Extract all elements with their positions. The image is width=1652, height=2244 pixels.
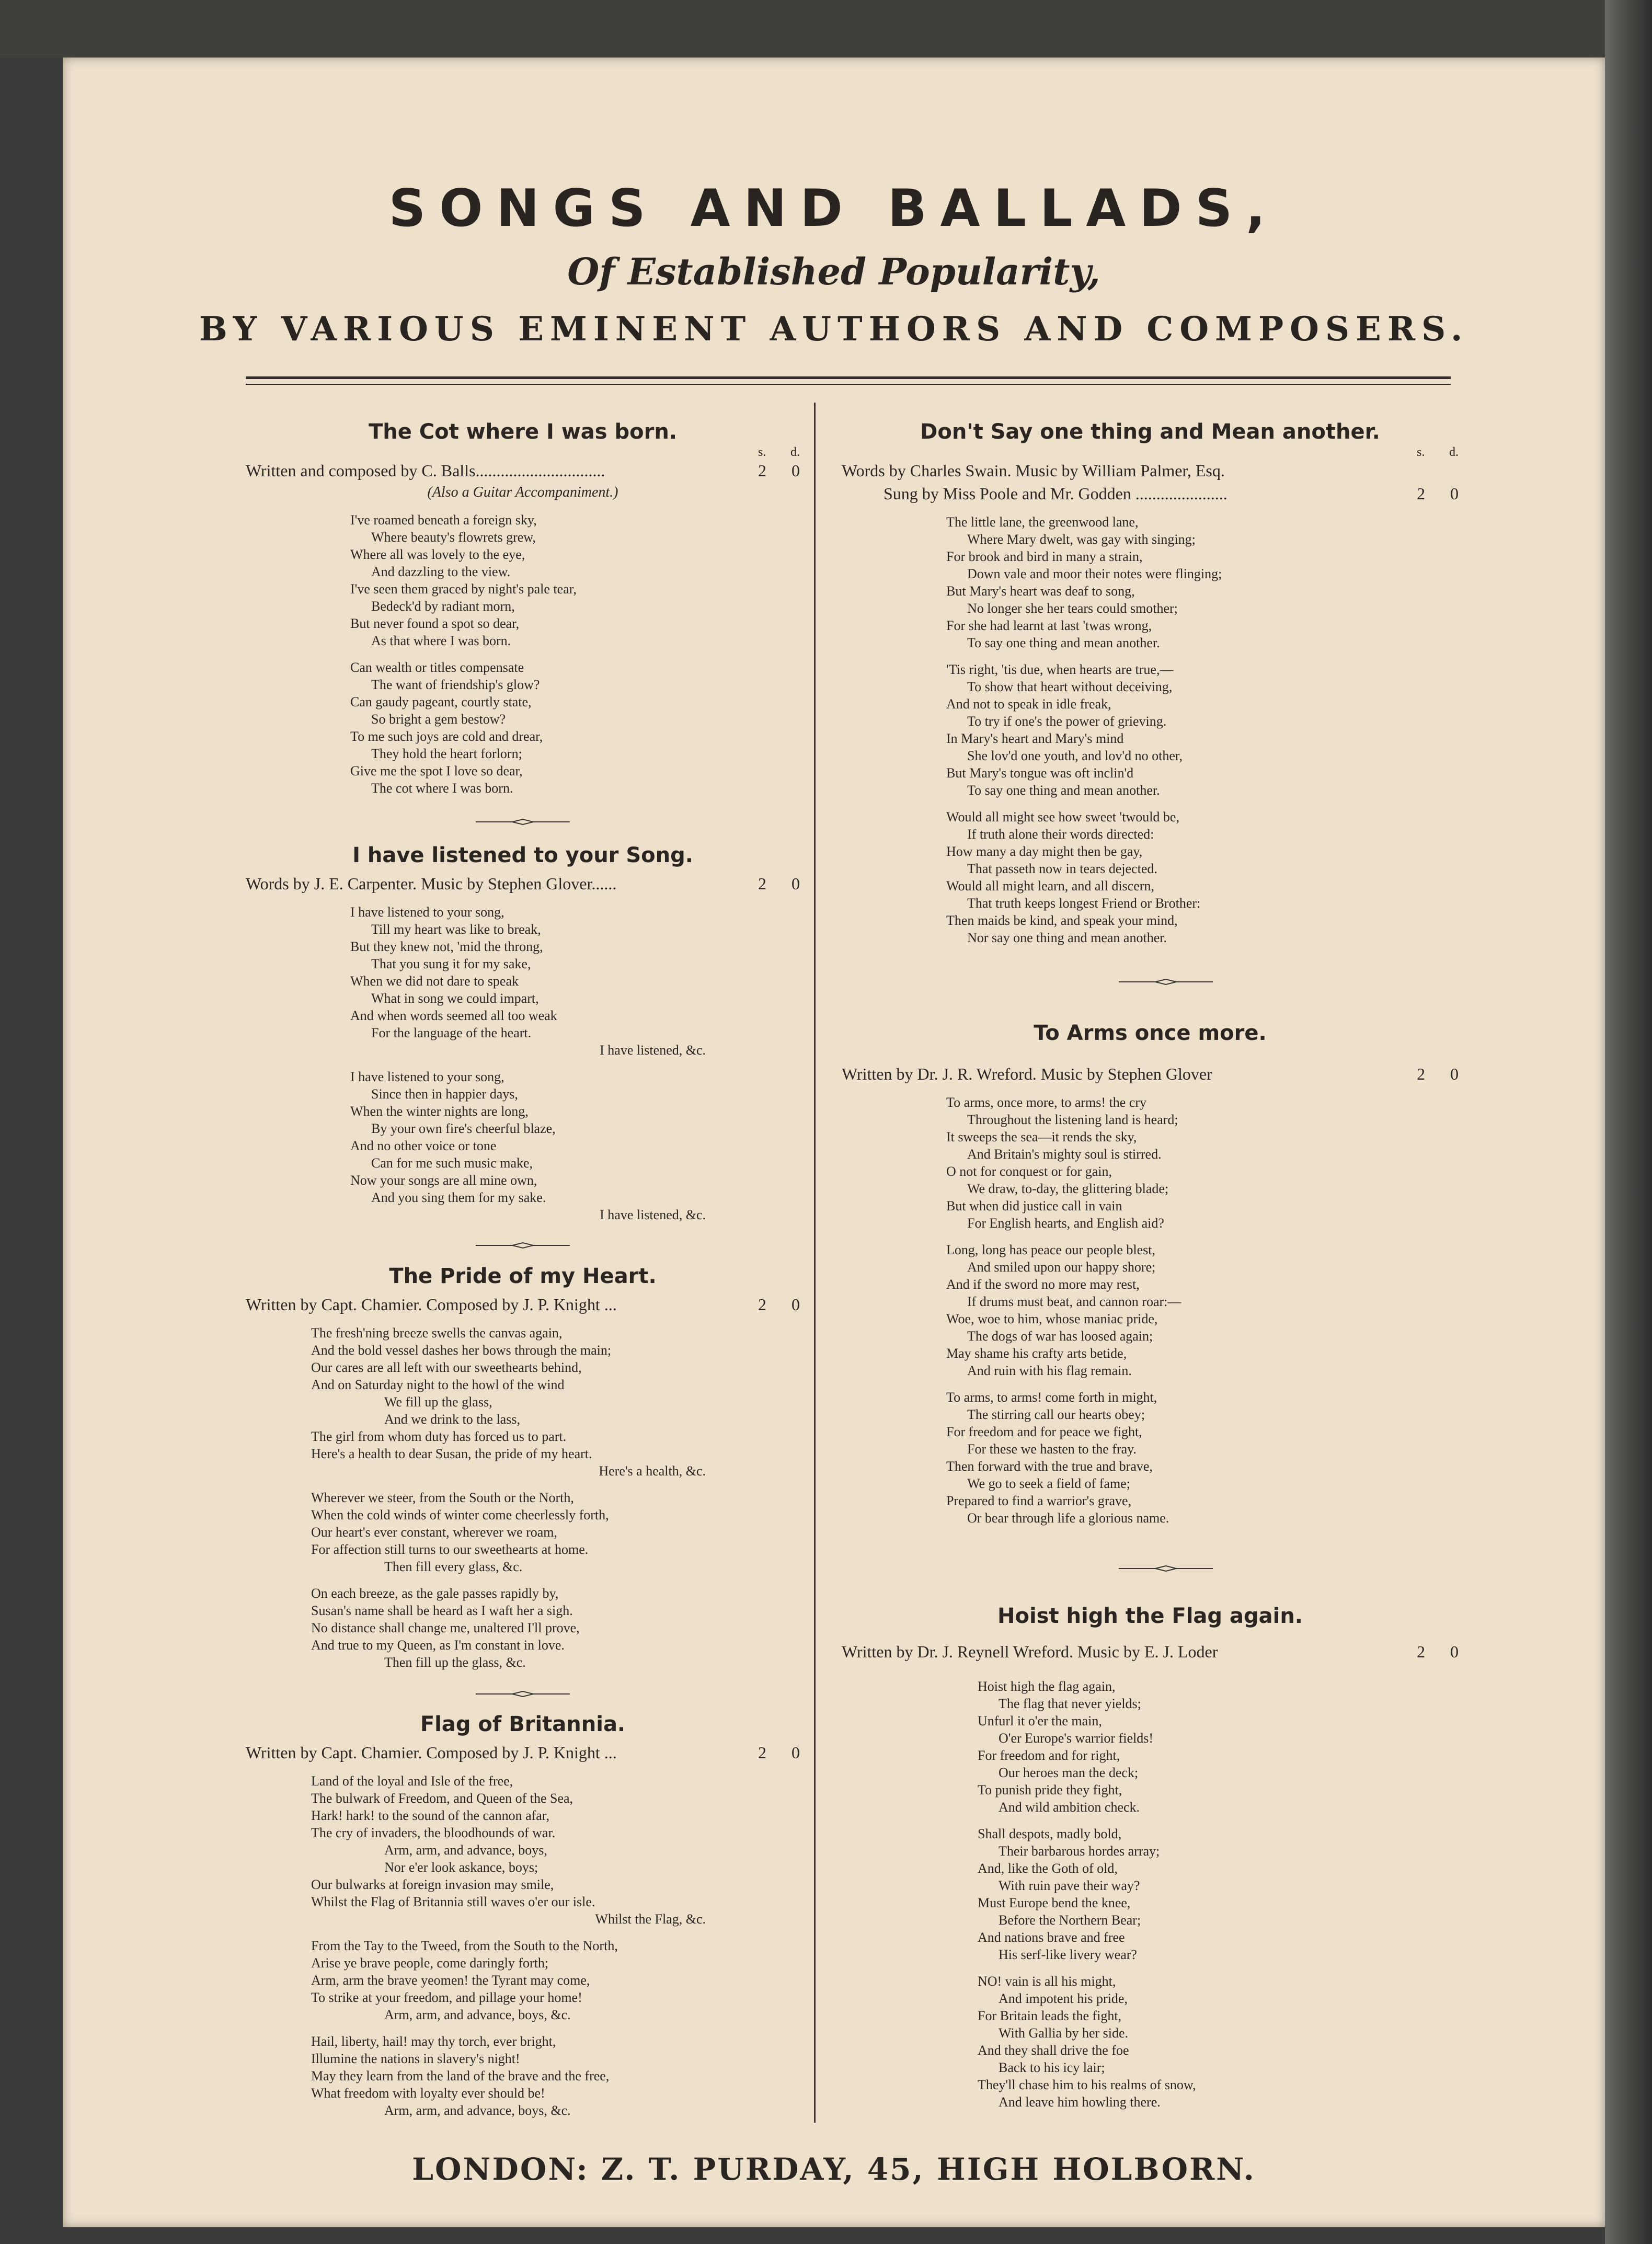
verse-line: I've seen them graced by night's pale tear, xyxy=(350,581,577,597)
verse-line: We draw, to-day, the glittering blade; xyxy=(967,1181,1169,1196)
song-credit xyxy=(246,459,800,482)
verse xyxy=(946,1241,1459,1379)
credit-text: Sung by Miss Poole and Mr. Godden ...................... xyxy=(884,484,1227,503)
verse-line: She lov'd one youth, and lov'd no other, xyxy=(967,748,1183,763)
verse xyxy=(350,511,800,649)
verse-line: Land of the loyal and Isle of the free, xyxy=(311,1773,513,1789)
song xyxy=(246,418,800,806)
verse-line: What in song we could impart, xyxy=(371,991,539,1006)
verse-line: So bright a gem bestow? xyxy=(371,712,506,727)
song-verses xyxy=(842,513,1459,946)
verse xyxy=(978,1825,1459,1963)
verse-line: Now your songs are all mine own, xyxy=(350,1173,537,1188)
verse-line: To strike at your freedom, and pillage your home! xyxy=(311,1990,582,2005)
verse-refrain: I have listened, &c. xyxy=(600,1207,706,1222)
verse-line: And on Saturday night to the howl of the wind xyxy=(311,1377,565,1392)
printed-sheet xyxy=(63,58,1605,2227)
song xyxy=(246,1711,800,2128)
verse-line: If truth alone their words directed: xyxy=(967,827,1154,842)
verse-line: Throughout the listening land is heard; xyxy=(967,1112,1178,1127)
verse-line: That truth keeps longest Friend or Brother: xyxy=(967,896,1201,911)
verse-line: Wherever we steer, from the South or the North, xyxy=(311,1490,574,1505)
song-price xyxy=(758,459,800,482)
song-credit xyxy=(246,1293,800,1316)
verse xyxy=(311,1937,800,2023)
verse-line: And when words seemed all too weak xyxy=(350,1008,557,1023)
verse-line: Would all might learn, and all discern, xyxy=(946,878,1154,894)
pence-label: d. xyxy=(1449,445,1459,459)
verse-line: To arms, once more, to arms! the cry xyxy=(946,1095,1146,1110)
verse-line: And no other voice or tone xyxy=(350,1138,497,1153)
verse-line: And the bold vessel dashes her bows through the main; xyxy=(311,1343,612,1358)
verse-line: No distance shall change me, unaltered I'll prove, xyxy=(311,1620,580,1635)
verse-line: When the cold winds of winter come cheerlessly forth, xyxy=(311,1507,609,1522)
verse-line: With Gallia by her side. xyxy=(999,2025,1129,2041)
verse-line: To show that heart without deceiving, xyxy=(967,679,1173,694)
verse xyxy=(946,513,1459,651)
verse-line: Whilst the Flag of Britannia still waves o'er our isle. xyxy=(311,1894,595,1909)
verse-line: Our heart's ever constant, wherever we roam, xyxy=(311,1525,558,1540)
verse-line: Give me the spot I love so dear, xyxy=(350,763,523,778)
verse-line: For she had learnt at last 'twas wrong, xyxy=(946,618,1152,633)
song-credit-line2 xyxy=(842,482,1459,505)
verse-line: And leave him howling there. xyxy=(999,2094,1161,2110)
verse-line: His serf-like livery wear? xyxy=(999,1947,1137,1962)
verse xyxy=(350,659,800,797)
verse xyxy=(946,1094,1459,1232)
verse-line: Here's a health to dear Susan, the pride of my heart. xyxy=(311,1446,592,1461)
verse-line: Down vale and moor their notes were flinging; xyxy=(967,566,1222,581)
verse-line: And impotent his pride, xyxy=(999,1991,1128,2006)
verse-line: If drums must beat, and cannon roar:— xyxy=(967,1294,1181,1309)
price-shillings: 2 xyxy=(758,874,766,893)
verse-line: Our heroes man the deck; xyxy=(999,1765,1139,1780)
verse-refrain: Whilst the Flag, &c. xyxy=(595,1911,706,1927)
verse xyxy=(311,1585,800,1671)
verse-line: And smiled upon our happy shore; xyxy=(967,1260,1156,1275)
verse-line: Bedeck'd by radiant morn, xyxy=(371,599,515,614)
verse-line: The stirring call our hearts obey; xyxy=(967,1407,1145,1422)
verse-line: But never found a spot so dear, xyxy=(350,616,520,631)
song-verses xyxy=(246,903,800,1223)
column-divider xyxy=(814,403,816,2123)
verse-line: Long, long has peace our people blest, xyxy=(946,1242,1155,1257)
pence-label: d. xyxy=(790,445,800,459)
verse-refrain: Arm, arm, and advance, boys, &c. xyxy=(384,2103,571,2118)
page-byline: BY VARIOUS EMINENT AUTHORS AND COMPOSERS. xyxy=(199,310,1469,349)
verse-line: By your own fire's cheerful blaze, xyxy=(371,1121,556,1136)
shillings-label: s. xyxy=(1417,445,1425,459)
publisher-imprint: LONDON: Z. T. PURDAY, 45, HIGH HOLBORN. xyxy=(412,2151,1256,2187)
song xyxy=(842,418,1459,956)
verse-line: Can for me such music make, xyxy=(371,1155,533,1171)
price-pence: 0 xyxy=(791,1295,800,1314)
song-verses xyxy=(842,1678,1459,2111)
verse-line: And they shall drive the foe xyxy=(978,2043,1129,2058)
verse-line: Back to his icy lair; xyxy=(999,2060,1105,2075)
verse-refrain: Arm, arm, and advance, boys, &c. xyxy=(384,2007,571,2022)
verse-line: To try if one's the power of grieving. xyxy=(967,714,1167,729)
song-verses xyxy=(842,1094,1459,1527)
price-shillings: 2 xyxy=(1417,484,1425,503)
verse-line: For these we hasten to the fray. xyxy=(967,1441,1137,1457)
scan-background-edge xyxy=(1605,0,1652,2244)
verse-line: The bulwark of Freedom, and Queen of the Sea, xyxy=(311,1791,573,1806)
verse-line: Woe, woe to him, whose maniac pride, xyxy=(946,1311,1158,1326)
verse-refrain: Then fill every glass, &c. xyxy=(384,1559,523,1574)
verse-line: Nor say one thing and mean another. xyxy=(967,930,1167,945)
verse-line: O'er Europe's warrior fields! xyxy=(999,1731,1153,1746)
verse xyxy=(311,1772,800,1928)
verse xyxy=(311,1324,800,1480)
song-credit xyxy=(246,1741,800,1764)
song-credit xyxy=(842,1062,1459,1085)
verse-line: May shame his crafty arts betide, xyxy=(946,1346,1127,1361)
verse-line: The want of friendship's glow? xyxy=(371,677,540,692)
verse-line: To me such joys are cold and drear, xyxy=(350,729,543,744)
price-shillings: 2 xyxy=(1417,1064,1425,1083)
verse-line: To say one thing and mean another. xyxy=(967,783,1160,798)
price-shillings: 2 xyxy=(758,1743,766,1762)
verse-line: Their barbarous hordes array; xyxy=(999,1844,1160,1859)
verse-line: And wild ambition check. xyxy=(999,1800,1140,1815)
verse-line: And you sing them for my sake. xyxy=(371,1190,546,1205)
song xyxy=(842,1020,1459,1536)
song-verses xyxy=(246,1324,800,1671)
song xyxy=(246,1263,800,1680)
verse-line: Susan's name shall be heard as I waft her a sigh. xyxy=(311,1603,573,1618)
song-title: The Cot where I was born. xyxy=(368,420,678,444)
verse-line: Before the Northern Bear; xyxy=(999,1913,1141,1928)
verse-refrain: Here's a health, &c. xyxy=(599,1463,706,1479)
verse-line: We fill up the glass, xyxy=(384,1394,492,1410)
shillings-label: s. xyxy=(758,445,766,459)
verse xyxy=(350,1068,800,1223)
verse-line: That you sung it for my sake, xyxy=(371,956,531,971)
credit-text: Written by Capt. Chamier. Composed by J. P. Knight ... xyxy=(246,1743,617,1762)
verse-line: Our bulwarks at foreign invasion may smile, xyxy=(311,1877,554,1892)
verse-line: When we did not dare to speak xyxy=(350,974,519,989)
verse-line: To arms, to arms! come forth in might, xyxy=(946,1390,1157,1405)
verse-line: And nations brave and free xyxy=(978,1930,1125,1945)
song-verses xyxy=(246,511,800,797)
song-price xyxy=(1417,482,1459,505)
verse-line: Prepared to find a warrior's grave, xyxy=(946,1493,1132,1508)
verse-line: For Britain leads the fight, xyxy=(978,2008,1122,2023)
page-subtitle: Of Established Popularity, xyxy=(567,250,1100,293)
verse-line: Can gaudy pageant, courtly state, xyxy=(350,694,532,709)
verse-line: Arm, arm, and advance, boys, xyxy=(384,1842,547,1858)
verse-line: O not for conquest or for gain, xyxy=(946,1164,1112,1179)
verse xyxy=(350,903,800,1059)
verse-line: I've roamed beneath a foreign sky, xyxy=(350,512,537,528)
price-shillings: 2 xyxy=(758,461,766,480)
verse-line: But Mary's tongue was oft inclin'd xyxy=(946,765,1134,781)
verse-line: For English hearts, and English aid? xyxy=(967,1216,1164,1231)
verse-line: Where Mary dwelt, was gay with singing; xyxy=(967,532,1196,547)
verse xyxy=(311,1489,800,1575)
verse-line: Then maids be kind, and speak your mind, xyxy=(946,913,1178,928)
verse-line: As that where I was born. xyxy=(371,633,511,648)
verse xyxy=(946,1389,1459,1527)
verse xyxy=(978,1678,1459,1816)
song-price xyxy=(1417,1640,1459,1663)
price-units xyxy=(842,445,1459,459)
verse-line: It sweeps the sea—it rends the sky, xyxy=(946,1129,1137,1144)
verse-line: I have listened to your song, xyxy=(350,1069,504,1084)
price-pence: 0 xyxy=(791,874,800,893)
verse xyxy=(946,661,1459,799)
verse-line: And not to speak in idle freak, xyxy=(946,696,1111,712)
song-title: Don't Say one thing and Mean another. xyxy=(920,420,1380,444)
price-shillings: 2 xyxy=(758,1295,766,1314)
ornament-divider xyxy=(476,817,570,827)
verse-line: That passeth now in tears dejected. xyxy=(967,861,1157,876)
verse-line: When the winter nights are long, xyxy=(350,1104,529,1119)
price-pence: 0 xyxy=(791,1743,800,1762)
song-title: Hoist high the Flag again. xyxy=(997,1604,1303,1628)
verse-line: Since then in happier days, xyxy=(371,1086,518,1102)
credit-text: Written by Dr. J. R. Wreford. Music by Stephen Glover xyxy=(842,1064,1212,1083)
verse-refrain: Then fill up the glass, &c. xyxy=(384,1655,526,1670)
verse-line: For the language of the heart. xyxy=(371,1025,532,1040)
price-pence: 0 xyxy=(791,461,800,480)
verse-line: The flag that never yields; xyxy=(999,1696,1141,1711)
verse-line: Arm, arm the brave yeomen! the Tyrant may come, xyxy=(311,1973,590,1988)
verse-line: And Britain's mighty soul is stirred. xyxy=(967,1147,1162,1162)
price-pence: 0 xyxy=(1450,484,1459,503)
credit-text: Written by Dr. J. Reynell Wreford. Music by E. J. Loder xyxy=(842,1642,1218,1661)
verse-line: Arise ye brave people, come daringly forth; xyxy=(311,1955,549,1971)
header-rule-thick xyxy=(246,376,1451,379)
page-title: SONGS AND BALLADS, xyxy=(388,179,1279,238)
verse xyxy=(946,808,1459,946)
verse-line: And, like the Goth of old, xyxy=(978,1861,1118,1876)
credit-text: Words by J. E. Carpenter. Music by Stephen Glover...... xyxy=(246,874,617,893)
verse-line: To say one thing and mean another. xyxy=(967,635,1160,650)
verse-line: Hoist high the flag again, xyxy=(978,1679,1116,1694)
verse-line: Would all might see how sweet 'twould be, xyxy=(946,809,1179,825)
ornament-divider xyxy=(1119,977,1213,987)
song-credit xyxy=(246,872,800,895)
ornament-divider xyxy=(476,1240,570,1251)
verse-line: And dazzling to the view. xyxy=(371,564,511,579)
verse-line: We go to seek a field of fame; xyxy=(967,1476,1130,1491)
verse-line: Can wealth or titles compensate xyxy=(350,660,524,675)
credit-text: Words by Charles Swain. Music by William Palmer, Esq. xyxy=(842,461,1225,480)
price-units xyxy=(246,445,800,459)
verse-line: In Mary's heart and Mary's mind xyxy=(946,731,1124,746)
song-price xyxy=(758,872,800,895)
verse-line: To punish pride they fight, xyxy=(978,1782,1122,1798)
verse-line: Then forward with the true and brave, xyxy=(946,1459,1153,1474)
price-pence: 0 xyxy=(1450,1064,1459,1083)
verse-line: The little lane, the greenwood lane, xyxy=(946,514,1139,530)
verse-line: May they learn from the land of the brave and the free, xyxy=(311,2068,610,2083)
verse-line: The fresh'ning breeze swells the canvas again, xyxy=(311,1325,563,1341)
verse-line: Our cares are all left with our sweethearts behind, xyxy=(311,1360,582,1375)
verse xyxy=(311,2033,800,2119)
verse-line: For affection still turns to our sweethearts at home. xyxy=(311,1542,589,1557)
verse-line: The cry of invaders, the bloodhounds of war. xyxy=(311,1825,556,1840)
song-credit xyxy=(842,459,1459,482)
song-price xyxy=(758,1741,800,1764)
verse-line: Till my heart was like to break, xyxy=(371,922,541,937)
verse-line: The girl from whom duty has forced us to part. xyxy=(311,1429,567,1444)
song xyxy=(842,1602,1459,2120)
verse-line: For freedom and for right, xyxy=(978,1748,1120,1763)
verse-line: What freedom with loyalty ever should be! xyxy=(311,2086,545,2101)
song-price xyxy=(1417,1062,1459,1085)
song-title: Flag of Britannia. xyxy=(420,1712,626,1736)
credit-text: Written and composed by C. Balls............................... xyxy=(246,461,605,480)
verse-line: For freedom and for peace we fight, xyxy=(946,1424,1142,1439)
song-title: To Arms once more. xyxy=(1034,1021,1267,1045)
credit-text: Written by Capt. Chamier. Composed by J. P. Knight ... xyxy=(246,1295,617,1314)
price-shillings: 2 xyxy=(1417,1642,1425,1661)
verse-line: But Mary's heart was deaf to song, xyxy=(946,583,1135,599)
verse-line: They hold the heart forlorn; xyxy=(371,746,522,761)
verse-line: Where beauty's flowrets grew, xyxy=(371,530,536,545)
verse-line: On each breeze, as the gale passes rapidly by, xyxy=(311,1586,559,1601)
verse-line: With ruin pave their way? xyxy=(999,1878,1140,1893)
song-price xyxy=(758,1293,800,1316)
verse-line: Shall despots, madly bold, xyxy=(978,1826,1122,1841)
verse-line: Must Europe bend the knee, xyxy=(978,1895,1131,1910)
verse-line: Or bear through life a glorious name. xyxy=(967,1510,1169,1526)
verse-line: The dogs of war has loosed again; xyxy=(967,1329,1153,1344)
ornament-divider xyxy=(476,1689,570,1699)
verse-line: And we drink to the lass, xyxy=(384,1412,520,1427)
verse-line: They'll chase him to his realms of snow, xyxy=(978,2077,1196,2092)
price-pence: 0 xyxy=(1450,1642,1459,1661)
song-title: I have listened to your Song. xyxy=(352,843,693,867)
scan-background-top xyxy=(0,0,1652,58)
ornament-divider xyxy=(1119,1563,1213,1574)
verse-line: Where all was lovely to the eye, xyxy=(350,547,525,562)
verse-refrain: I have listened, &c. xyxy=(600,1043,706,1058)
verse-line: Illumine the nations in slavery's night! xyxy=(311,2051,520,2066)
song xyxy=(246,842,800,1233)
verse-line: Hail, liberty, hail! may thy torch, ever bright, xyxy=(311,2034,556,2049)
verse-line: But they knew not, 'mid the throng, xyxy=(350,939,543,954)
verse-line: The cot where I was born. xyxy=(371,781,513,796)
verse-line: 'Tis right, 'tis due, when hearts are true,— xyxy=(946,662,1174,677)
verse-line: No longer she her tears could smother; xyxy=(967,601,1178,616)
verse-line: Hark! hark! to the sound of the cannon afar, xyxy=(311,1808,549,1823)
verse-line: For brook and bird in many a strain, xyxy=(946,549,1143,564)
song-title: The Pride of my Heart. xyxy=(389,1264,657,1288)
verse-line: But when did justice call in vain xyxy=(946,1198,1122,1213)
song-verses xyxy=(246,1772,800,2119)
verse-line: And if the sword no more may rest, xyxy=(946,1277,1140,1292)
verse-line: How many a day might then be gay, xyxy=(946,844,1143,859)
song-credit xyxy=(842,1640,1459,1663)
verse-line: And ruin with his flag remain. xyxy=(967,1363,1132,1378)
verse-line: Unfurl it o'er the main, xyxy=(978,1713,1102,1728)
verse-line: NO! vain is all his might, xyxy=(978,1974,1116,1989)
verse-line: And true to my Queen, as I'm constant in love. xyxy=(311,1638,565,1653)
verse-line: Nor e'er look askance, boys; xyxy=(384,1860,538,1875)
header-rule-thin xyxy=(246,384,1451,385)
verse-line: From the Tay to the Tweed, from the South to the North, xyxy=(311,1938,618,1953)
verse-line: I have listened to your song, xyxy=(350,905,504,920)
verse xyxy=(978,1973,1459,2111)
song-note: (Also a Guitar Accompaniment.) xyxy=(427,484,618,500)
